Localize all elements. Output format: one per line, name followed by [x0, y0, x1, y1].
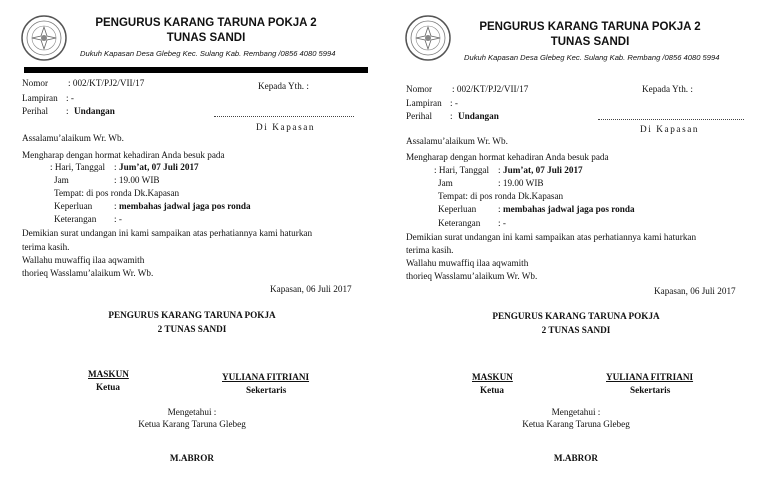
org-title-line2: TUNAS SANDI — [550, 36, 630, 48]
hari-colon: : — [114, 162, 117, 172]
org-title-line1: PENGURUS KARANG TARUNA POKJA 2 — [479, 21, 701, 33]
jam-label: Jam — [438, 178, 453, 188]
perihal-value: Undangan — [458, 111, 499, 121]
lampiran-label: Lampiran — [22, 93, 58, 103]
secretary-role: Sekertaris — [246, 385, 287, 395]
secretary-role: Sekertaris — [630, 385, 671, 395]
intro-text: Mengharap dengan hormat kehadiran Anda besuk pada — [406, 152, 609, 162]
hari-label: : Hari, Tanggal — [50, 162, 106, 172]
closing-line1: Demikian surat undangan ini kami sampaikan atas perhatiannya kami haturkan — [22, 228, 313, 238]
lampiran-value: : - — [450, 98, 458, 108]
chair-name: MASKUN — [88, 369, 129, 379]
perihal-value: Undangan — [74, 106, 115, 116]
secretary-name: YULIANA FITRIANI — [222, 372, 310, 382]
closing-line1: Demikian surat undangan ini kami sampaikan atas perhatiannya kami haturkan — [406, 232, 697, 242]
recipient-dotted-line — [598, 119, 744, 120]
letter-copy-right — [384, 0, 768, 489]
closing-line4: thorieq Wasslamu’alaikum Wr. Wb. — [22, 268, 154, 278]
jam-label: Jam — [54, 175, 69, 185]
chair-role: Ketua — [480, 385, 504, 395]
perihal-colon: : — [66, 106, 69, 116]
sign-org-line1: PENGURUS KARANG TARUNA POKJA — [492, 311, 660, 321]
nomor-value: : 002/KT/PJ2/VII/17 — [68, 78, 145, 88]
recipient-dotted-line — [214, 116, 354, 117]
org-address: Dukuh Kapasan Desa Glebeg Kec. Sulang Kab. Rembang /0856 4080 5994 — [80, 49, 336, 58]
chair-role: Ketua — [96, 382, 120, 392]
ack-name: M.ABROR — [169, 453, 215, 463]
greeting: Assalamu’alaikum Wr. Wb. — [22, 133, 124, 143]
recipient-to: Kepada Yth. : — [642, 84, 693, 94]
greeting: Assalamu’alaikum Wr. Wb. — [406, 136, 508, 146]
ack-role: Ketua Karang Taruna Glebeg — [138, 419, 246, 429]
org-title-line1: PENGURUS KARANG TARUNA POKJA 2 — [95, 17, 317, 29]
hari-colon: : — [498, 165, 501, 175]
jam-value: : 19.00 WIB — [498, 178, 544, 188]
nomor-value: : 002/KT/PJ2/VII/17 — [452, 84, 529, 94]
recipient-place: Di Kapasan — [640, 124, 700, 134]
sign-org-line2: 2 TUNAS SANDI — [157, 324, 227, 334]
closing-line2: terima kasih. — [22, 242, 70, 252]
sign-org-line1: PENGURUS KARANG TARUNA POKJA — [108, 310, 276, 320]
keterangan-value: : - — [114, 214, 122, 224]
keperluan-colon: : — [114, 201, 117, 211]
secretary-name: YULIANA FITRIANI — [606, 372, 694, 382]
lampiran-label: Lampiran — [406, 98, 442, 108]
hari-label: : Hari, Tanggal — [434, 165, 490, 175]
place-date: Kapasan, 06 Juli 2017 — [654, 286, 736, 296]
ack-label: Mengetahui : — [167, 407, 217, 417]
nomor-label: Nomor — [22, 78, 49, 88]
hari-value: Jum’at, 07 Juli 2017 — [119, 162, 199, 172]
perihal-colon: : — [450, 111, 453, 121]
chair-name: MASKUN — [472, 372, 513, 382]
perihal-label: Perihal — [22, 106, 49, 116]
closing-line3: Wallahu muwaffiq ilaa aqwamith — [22, 255, 145, 265]
nomor-label: Nomor — [406, 84, 433, 94]
closing-line4: thorieq Wasslamu’alaikum Wr. Wb. — [406, 271, 538, 281]
hari-value: Jum’at, 07 Juli 2017 — [503, 165, 583, 175]
keterangan-label: Keterangan — [54, 214, 97, 224]
perihal-label: Perihal — [406, 111, 433, 121]
tempat-text: Tempat: di pos ronda Dk.Kapasan — [54, 188, 180, 198]
keterangan-value: : - — [498, 218, 506, 228]
keperluan-value: membahas jadwal jaga pos ronda — [503, 204, 635, 214]
org-title-line2: TUNAS SANDI — [166, 32, 246, 44]
org-address: Dukuh Kapasan Desa Glebeg Kec. Sulang Kab. Rembang /0856 4080 5994 — [464, 53, 720, 62]
recipient-place: Di Kapasan — [256, 122, 316, 132]
keterangan-label: Keterangan — [438, 218, 481, 228]
sign-org-line2: 2 TUNAS SANDI — [541, 325, 611, 335]
header-rule — [24, 67, 368, 73]
keperluan-colon: : — [498, 204, 501, 214]
closing-line2: terima kasih. — [406, 245, 454, 255]
intro-text: Mengharap dengan hormat kehadiran Anda besuk pada — [22, 150, 225, 160]
lampiran-value: : - — [66, 93, 74, 103]
keperluan-value: membahas jadwal jaga pos ronda — [119, 201, 251, 211]
closing-line3: Wallahu muwaffiq ilaa aqwamith — [406, 258, 529, 268]
tempat-text: Tempat: di pos ronda Dk.Kapasan — [438, 191, 564, 201]
ack-name: M.ABROR — [553, 453, 599, 463]
place-date: Kapasan, 06 Juli 2017 — [270, 284, 352, 294]
keperluan-label: Keperluan — [438, 204, 477, 214]
recipient-to: Kepada Yth. : — [258, 81, 309, 91]
ack-label: Mengetahui : — [551, 407, 601, 417]
ack-role: Ketua Karang Taruna Glebeg — [522, 419, 630, 429]
jam-value: : 19.00 WIB — [114, 175, 160, 185]
keperluan-label: Keperluan — [54, 201, 93, 211]
